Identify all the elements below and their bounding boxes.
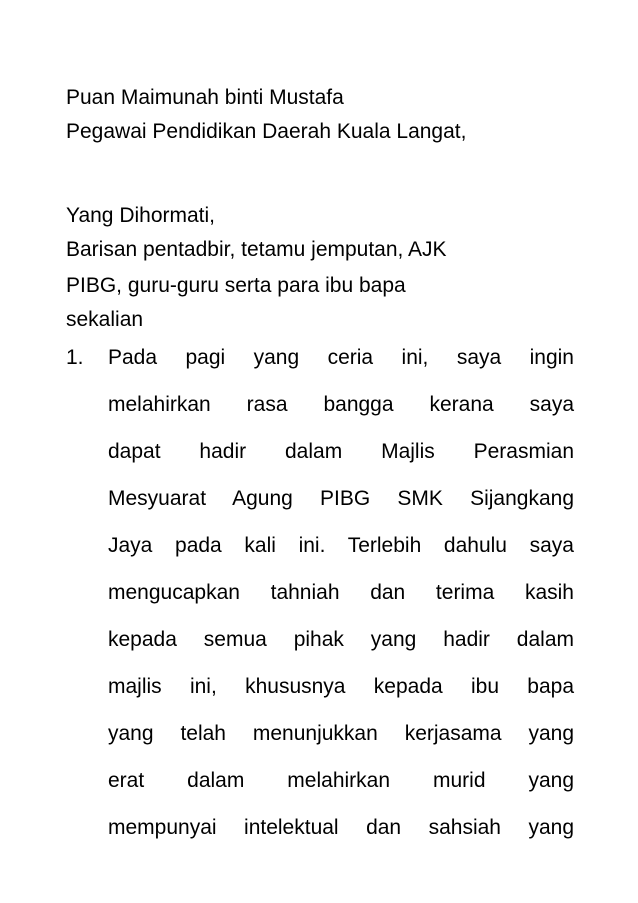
recipient-title: Pegawai Pendidikan Daerah Kuala Langat, <box>66 120 467 143</box>
paragraph-line <box>108 440 574 464</box>
paragraph-line <box>108 534 574 558</box>
paragraph-line-text: Mesyuarat Agung PIBG SMK Sijangkang <box>108 487 574 510</box>
paragraph-line <box>108 581 574 605</box>
paragraph-line-text: majlis ini, khususnya kepada ibu bapa <box>108 675 574 698</box>
paragraph-line-text: Jaya pada kali ini. Terlebih dahulu saya <box>108 534 574 557</box>
paragraph-line <box>108 487 574 511</box>
paragraph-line-text: mengucapkan tahniah dan terima kasih <box>108 581 574 604</box>
paragraph-line <box>108 393 574 417</box>
audience-line: PIBG, guru-guru serta para ibu bapa <box>66 274 406 297</box>
salutation-greeting: Yang Dihormati, <box>66 204 216 227</box>
recipient-name: Puan Maimunah binti Mustafa <box>66 86 344 109</box>
paragraph-line-text: kepada semua pihak yang hadir dalam <box>108 628 574 651</box>
paragraph-line-text: dapat hadir dalam Majlis Perasmian <box>108 440 574 463</box>
paragraph-line <box>108 628 574 652</box>
paragraph-line <box>108 675 574 699</box>
paragraph-line <box>108 722 574 746</box>
paragraph-line <box>108 769 574 793</box>
paragraph-line-text: Pada pagi yang ceria ini, saya ingin <box>108 346 574 369</box>
audience-line: Barisan pentadbir, tetamu jemputan, AJK <box>66 238 447 261</box>
paragraph-line-text: melahirkan rasa bangga kerana saya <box>108 393 574 416</box>
audience-line: sekalian <box>66 308 144 331</box>
paragraph-line <box>108 816 574 840</box>
paragraph-number: 1. <box>66 346 84 369</box>
paragraph-line <box>108 346 574 370</box>
paragraph-line-text: erat dalam melahirkan murid yang <box>108 769 574 792</box>
paragraph-line-text: mempunyai intelektual dan sahsiah yang <box>108 816 574 839</box>
paragraph-line-text: yang telah menunjukkan kerjasama yang <box>108 722 574 745</box>
